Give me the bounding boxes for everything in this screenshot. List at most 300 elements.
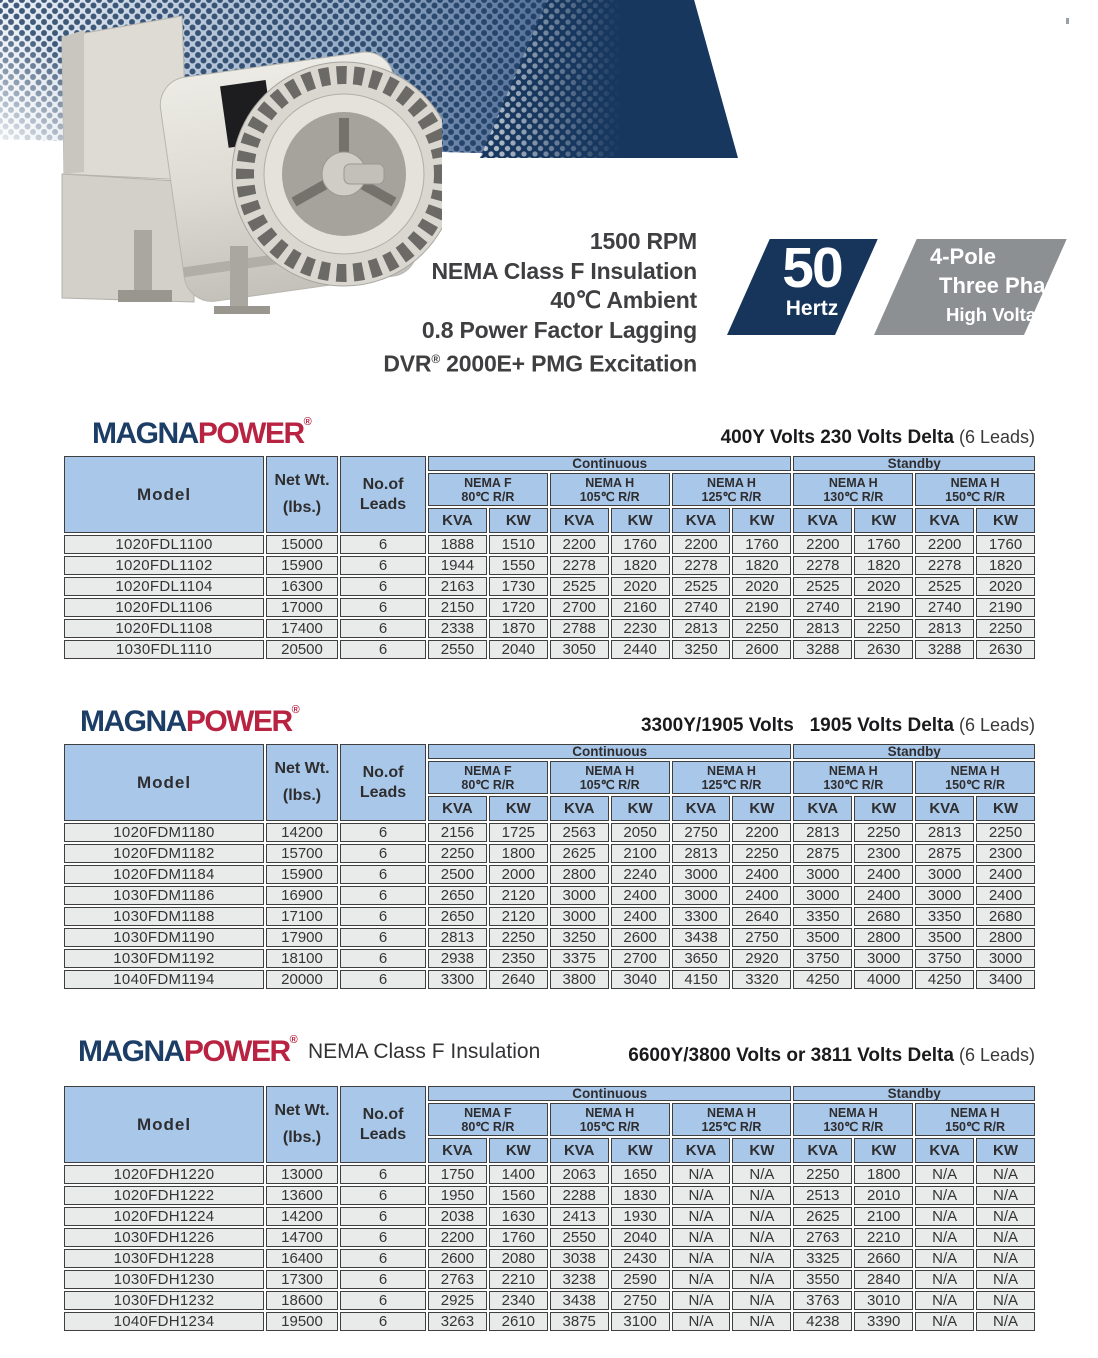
net-wt-cell: 19500 [266, 1312, 338, 1331]
table-row [64, 823, 1035, 842]
table-header-row [62, 1026, 1037, 1084]
rating-value-cell: 1820 [732, 556, 791, 575]
rating-value-cell: 2640 [732, 907, 791, 926]
leads-cell: 6 [340, 598, 426, 617]
rating-value-cell: 3238 [550, 1270, 609, 1289]
rating-value-cell: 1830 [611, 1186, 670, 1205]
table-row [64, 1207, 1035, 1226]
rating-value-cell: 3500 [793, 928, 852, 947]
model-cell: 1020FDH1220 [64, 1165, 264, 1184]
table-block-6600y [62, 1026, 1037, 1333]
rating-value-cell: 3390 [854, 1312, 913, 1331]
net-wt-cell: 14200 [266, 823, 338, 842]
col-header-kva: KVA [550, 1138, 609, 1163]
net-wt-cell: 13600 [266, 1186, 338, 1205]
rating-value-cell: 1720 [489, 598, 548, 617]
rating-value-cell: 2230 [611, 619, 670, 638]
rating-value-cell: 2250 [854, 823, 913, 842]
table-block-3300y [62, 698, 1037, 991]
rating-value-cell: 2340 [489, 1291, 548, 1310]
rating-value-cell: 4238 [793, 1312, 852, 1331]
leads-note: (6 Leads) [953, 427, 1035, 447]
col-header-kw: KW [976, 1138, 1035, 1163]
col-header-kw: KW [854, 796, 913, 821]
table-row [64, 1312, 1035, 1331]
col-header-kw: KW [854, 508, 913, 533]
rating-value-cell: 2413 [550, 1207, 609, 1226]
rating-value-cell: 3400 [976, 970, 1035, 989]
col-header-model: Model [64, 744, 264, 821]
table-row [64, 1186, 1035, 1205]
rating-value-cell: N/A [915, 1186, 974, 1205]
col-header-kw: KW [732, 1138, 791, 1163]
col-header-nema: NEMA H 150℃ R/R [915, 1103, 1035, 1136]
rating-value-cell: 2163 [428, 577, 487, 596]
rating-value-cell: 1760 [611, 535, 670, 554]
rating-value-cell: 2040 [489, 640, 548, 659]
rating-value-cell: 3000 [915, 865, 974, 884]
rating-value-cell: 2200 [550, 535, 609, 554]
col-header-kva: KVA [428, 508, 487, 533]
table-row [64, 535, 1035, 554]
rating-value-cell: 2200 [915, 535, 974, 554]
pole-line: Three Phase [939, 273, 1070, 298]
rating-value-cell: 2525 [793, 577, 852, 596]
rating-value-cell: 3375 [550, 949, 609, 968]
col-header-kva: KVA [793, 796, 852, 821]
rating-value-cell: 2600 [732, 640, 791, 659]
rating-value-cell: N/A [915, 1228, 974, 1247]
rating-value-cell: 2350 [489, 949, 548, 968]
rating-value-cell: 2400 [854, 865, 913, 884]
rating-value-cell: 2020 [611, 577, 670, 596]
rating-value-cell: 2100 [611, 844, 670, 863]
rating-value-cell: 2400 [611, 886, 670, 905]
rating-value-cell: 3763 [793, 1291, 852, 1310]
pole-line: 4-Pole [930, 244, 997, 269]
rating-value-cell: 2938 [428, 949, 487, 968]
rating-value-cell: N/A [732, 1207, 791, 1226]
registered-mark: ® [291, 704, 300, 716]
rating-value-cell: 2740 [915, 598, 974, 617]
magnapower-logo [80, 695, 300, 737]
rating-value-cell: 3000 [672, 865, 731, 884]
col-header-kva: KVA [793, 1138, 852, 1163]
net-wt-cell: 15700 [266, 844, 338, 863]
rating-value-cell: 1820 [611, 556, 670, 575]
col-header-continuous: Continuous [428, 744, 791, 759]
col-header-nema: NEMA H 105℃ R/R [550, 1103, 670, 1136]
net-wt-cell: 15900 [266, 556, 338, 575]
net-wt-cell: 15000 [266, 535, 338, 554]
pole-badge [900, 243, 1070, 328]
rating-value-cell: 2525 [550, 577, 609, 596]
col-header-nema: NEMA H 105℃ R/R [550, 473, 670, 506]
col-header-leads: No.of Leads [340, 1086, 426, 1163]
leads-cell: 6 [340, 1312, 426, 1331]
rating-value-cell: 2650 [428, 886, 487, 905]
rating-value-cell: 3300 [428, 970, 487, 989]
rating-value-cell: 3288 [793, 640, 852, 659]
model-cell: 1030FDH1230 [64, 1270, 264, 1289]
col-header-kw: KW [732, 796, 791, 821]
table-header-row [62, 698, 1037, 742]
leads-cell: 6 [340, 886, 426, 905]
model-cell: 1030FDH1228 [64, 1249, 264, 1268]
rating-value-cell: N/A [672, 1249, 731, 1268]
rating-value-cell: 2250 [732, 619, 791, 638]
spec-table-body [64, 535, 1035, 659]
rating-value-cell: 2813 [793, 823, 852, 842]
rating-value-cell: 2550 [550, 1228, 609, 1247]
registered-mark: ® [431, 352, 440, 366]
table-row [64, 844, 1035, 863]
col-header-leads: No.of Leads [340, 456, 426, 533]
rating-value-cell: 3438 [550, 1291, 609, 1310]
table-row [64, 907, 1035, 926]
spec-table [62, 742, 1037, 991]
rating-value-cell: 2763 [428, 1270, 487, 1289]
rating-value-cell: 1730 [489, 577, 548, 596]
pre-title: NEMA Class F Insulation [308, 1040, 541, 1063]
rating-value-cell: 3300 [672, 907, 731, 926]
leads-cell: 6 [340, 907, 426, 926]
spec-line-dvr: DVR® 2000E+ PMG Excitation [383, 350, 697, 377]
model-cell: 1020FDM1182 [64, 844, 264, 863]
table-row [64, 598, 1035, 617]
rating-value-cell: N/A [915, 1249, 974, 1268]
rating-value-cell: 1888 [428, 535, 487, 554]
registered-mark: ® [289, 1034, 298, 1046]
logo-power: POWER [183, 1035, 290, 1068]
leads-cell: 6 [340, 556, 426, 575]
leads-cell: 6 [340, 1249, 426, 1268]
rating-value-cell: 2200 [428, 1228, 487, 1247]
rating-value-cell: 1760 [489, 1228, 548, 1247]
rating-value-cell: 3320 [732, 970, 791, 989]
rating-value-cell: N/A [732, 1291, 791, 1310]
logo-magna: MAGNA [92, 417, 198, 450]
rating-value-cell: N/A [732, 1270, 791, 1289]
col-header-nema: NEMA F 80℃ R/R [428, 1103, 548, 1136]
spec-line: 0.8 Power Factor Lagging [421, 316, 697, 343]
rating-value-cell: 2813 [915, 619, 974, 638]
col-header-net-wt: Net Wt. (lbs.) [266, 456, 338, 533]
rating-value-cell: 2338 [428, 619, 487, 638]
col-header-model: Model [64, 1086, 264, 1163]
rating-value-cell: N/A [976, 1186, 1035, 1205]
rating-value-cell: 2800 [976, 928, 1035, 947]
spec-table-body [64, 823, 1035, 989]
leads-cell: 6 [340, 1270, 426, 1289]
col-header-nema: NEMA F 80℃ R/R [428, 473, 548, 506]
rating-value-cell: 2063 [550, 1165, 609, 1184]
rating-value-cell: 2200 [793, 535, 852, 554]
rating-value-cell: N/A [732, 1228, 791, 1247]
model-cell: 1030FDH1232 [64, 1291, 264, 1310]
rating-value-cell: 1820 [854, 556, 913, 575]
net-wt-cell: 17300 [266, 1270, 338, 1289]
table-row [64, 949, 1035, 968]
net-wt-cell: 20000 [266, 970, 338, 989]
rating-value-cell: N/A [976, 1291, 1035, 1310]
rating-value-cell: 2120 [489, 886, 548, 905]
rating-value-cell: 2680 [854, 907, 913, 926]
rating-value-cell: 3100 [611, 1312, 670, 1331]
registered-mark: ® [303, 416, 312, 428]
rating-value-cell: N/A [672, 1186, 731, 1205]
hertz-value: 50 [782, 236, 842, 300]
rating-value-cell: 3250 [550, 928, 609, 947]
rating-value-cell: 2210 [854, 1228, 913, 1247]
rating-value-cell: 2100 [854, 1207, 913, 1226]
leads-note: (6 Leads) [953, 715, 1035, 735]
rating-value-cell: 1870 [489, 619, 548, 638]
net-wt-cell: 13000 [266, 1165, 338, 1184]
col-header-nema: NEMA H 105℃ R/R [550, 761, 670, 794]
net-wt-cell: 17900 [266, 928, 338, 947]
rating-value-cell: 2813 [915, 823, 974, 842]
net-wt-cell: 14200 [266, 1207, 338, 1226]
table-row [64, 1291, 1035, 1310]
model-cell: 1020FDH1222 [64, 1186, 264, 1205]
col-header-kw: KW [976, 796, 1035, 821]
rating-value-cell: N/A [976, 1312, 1035, 1331]
rating-value-cell: 2750 [672, 823, 731, 842]
spec-line: NEMA Class F Insulation [431, 257, 697, 284]
rating-value-cell: 2020 [976, 577, 1035, 596]
rating-value-cell: 2513 [793, 1186, 852, 1205]
col-header-nema: NEMA H 125℃ R/R [672, 473, 792, 506]
rating-value-cell: 2000 [489, 865, 548, 884]
rating-value-cell: 2038 [428, 1207, 487, 1226]
rating-value-cell: 2156 [428, 823, 487, 842]
col-header-nema: NEMA H 150℃ R/R [915, 761, 1035, 794]
rating-value-cell: 2010 [854, 1186, 913, 1205]
table-row [64, 556, 1035, 575]
rating-value-cell: N/A [915, 1270, 974, 1289]
col-header-net-wt: Net Wt. (lbs.) [266, 744, 338, 821]
rating-value-cell: 2250 [793, 1165, 852, 1184]
rating-value-cell: N/A [672, 1312, 731, 1331]
leads-cell: 6 [340, 619, 426, 638]
rating-value-cell: 3288 [915, 640, 974, 659]
rating-value-cell: 4250 [793, 970, 852, 989]
rating-value-cell: 2050 [611, 823, 670, 842]
rating-value-cell: 2120 [489, 907, 548, 926]
rating-value-cell: 1630 [489, 1207, 548, 1226]
rating-value-cell: N/A [732, 1186, 791, 1205]
col-header-standby: Standby [793, 744, 1035, 759]
net-wt-cell: 17000 [266, 598, 338, 617]
rating-value-cell: 1760 [854, 535, 913, 554]
col-header-nema: NEMA H 125℃ R/R [672, 761, 792, 794]
rating-value-cell: 2500 [428, 865, 487, 884]
rating-value-cell: 2440 [611, 640, 670, 659]
rating-value-cell: 1650 [611, 1165, 670, 1184]
rating-value-cell: 3000 [793, 886, 852, 905]
net-wt-cell: 18600 [266, 1291, 338, 1310]
table-row [64, 619, 1035, 638]
rating-value-cell: N/A [732, 1165, 791, 1184]
rating-value-cell: 2525 [672, 577, 731, 596]
model-cell: 1020FDL1100 [64, 535, 264, 554]
rating-value-cell: 1800 [854, 1165, 913, 1184]
rating-value-cell: 4250 [915, 970, 974, 989]
spec-table-body [64, 1165, 1035, 1331]
rating-value-cell: 4150 [672, 970, 731, 989]
leads-cell: 6 [340, 970, 426, 989]
rating-value-cell: N/A [672, 1165, 731, 1184]
rating-value-cell: N/A [732, 1312, 791, 1331]
rating-value-cell: 2875 [915, 844, 974, 863]
net-wt-cell: 16900 [266, 886, 338, 905]
model-cell: 1030FDM1190 [64, 928, 264, 947]
logo-magna: MAGNA [78, 1035, 184, 1068]
col-header-kva: KVA [550, 796, 609, 821]
rating-value-cell: 2813 [672, 844, 731, 863]
rating-value-cell: 2278 [793, 556, 852, 575]
rating-value-cell: 2813 [672, 619, 731, 638]
pole-line: High Voltage [946, 304, 1058, 325]
rating-value-cell: 2300 [976, 844, 1035, 863]
leads-cell: 6 [340, 640, 426, 659]
rating-value-cell: 3550 [793, 1270, 852, 1289]
table-row [64, 1165, 1035, 1184]
rating-value-cell: 2020 [732, 577, 791, 596]
spec-line: 1500 RPM [589, 228, 697, 254]
col-header-kva: KVA [915, 508, 974, 533]
rating-value-cell: 3750 [793, 949, 852, 968]
spec-line: 40℃ Ambient [550, 287, 697, 313]
hertz-unit: Hertz [785, 297, 839, 320]
net-wt-cell: 17100 [266, 907, 338, 926]
rating-value-cell: 2740 [793, 598, 852, 617]
spec-table-head [64, 1086, 1035, 1163]
rating-value-cell: 2160 [611, 598, 670, 617]
rating-value-cell: 2040 [611, 1228, 670, 1247]
rating-value-cell: 2288 [550, 1186, 609, 1205]
rating-value-cell: 2550 [428, 640, 487, 659]
rating-value-cell: 2278 [550, 556, 609, 575]
rating-value-cell: 2920 [732, 949, 791, 968]
col-header-standby: Standby [793, 456, 1035, 471]
rating-value-cell: 1820 [976, 556, 1035, 575]
rating-value-cell: 2400 [732, 886, 791, 905]
table-row [64, 886, 1035, 905]
rating-value-cell: 3000 [672, 886, 731, 905]
rating-value-cell: 1400 [489, 1165, 548, 1184]
model-cell: 1030FDH1226 [64, 1228, 264, 1247]
net-wt-cell: 17400 [266, 619, 338, 638]
col-header-kw: KW [489, 508, 548, 533]
rating-value-cell: 2190 [976, 598, 1035, 617]
rating-value-cell: 2190 [854, 598, 913, 617]
model-cell: 1030FDL1110 [64, 640, 264, 659]
rating-value-cell: 2813 [428, 928, 487, 947]
model-cell: 1030FDM1186 [64, 886, 264, 905]
table-row [64, 1270, 1035, 1289]
rating-value-cell: 2840 [854, 1270, 913, 1289]
rating-value-cell: 2630 [976, 640, 1035, 659]
rating-value-cell: 2250 [854, 619, 913, 638]
rating-value-cell: 1560 [489, 1186, 548, 1205]
rating-value-cell: 2750 [611, 1291, 670, 1310]
rating-value-cell: 2875 [793, 844, 852, 863]
model-cell: 1040FDH1234 [64, 1312, 264, 1331]
model-cell: 1020FDL1108 [64, 619, 264, 638]
table-row [64, 928, 1035, 947]
magnapower-logo [92, 407, 312, 449]
rating-value-cell: 3350 [915, 907, 974, 926]
table-row [64, 1249, 1035, 1268]
col-header-kva: KVA [428, 1138, 487, 1163]
print-artifact [1066, 18, 1069, 24]
rating-value-cell: 2630 [854, 640, 913, 659]
col-header-standby: Standby [793, 1086, 1035, 1101]
rating-value-cell: 3010 [854, 1291, 913, 1310]
rating-value-cell: 2813 [793, 619, 852, 638]
net-wt-cell: 20500 [266, 640, 338, 659]
rating-value-cell: 3000 [976, 949, 1035, 968]
leads-cell: 6 [340, 844, 426, 863]
col-header-continuous: Continuous [428, 1086, 791, 1101]
rating-value-cell: 3263 [428, 1312, 487, 1331]
rating-value-cell: 1750 [428, 1165, 487, 1184]
rating-value-cell: 2400 [732, 865, 791, 884]
rating-value-cell: 1510 [489, 535, 548, 554]
table-header-row [62, 408, 1037, 454]
rating-value-cell: 1725 [489, 823, 548, 842]
rating-value-cell: 2300 [854, 844, 913, 863]
col-header-kva: KVA [550, 508, 609, 533]
magnapower-logo [78, 1025, 298, 1067]
rating-value-cell: N/A [976, 1165, 1035, 1184]
net-wt-cell: 16300 [266, 577, 338, 596]
col-header-kw: KW [611, 508, 670, 533]
leads-cell: 6 [340, 949, 426, 968]
net-wt-cell: 15900 [266, 865, 338, 884]
rating-value-cell: 2763 [793, 1228, 852, 1247]
rating-value-cell: 2190 [732, 598, 791, 617]
rating-value-cell: 2700 [550, 598, 609, 617]
col-header-kw: KW [611, 1138, 670, 1163]
rating-value-cell: N/A [976, 1207, 1035, 1226]
rating-value-cell: 1944 [428, 556, 487, 575]
rating-value-cell: 2200 [732, 823, 791, 842]
col-header-model: Model [64, 456, 264, 533]
rating-value-cell: 2400 [611, 907, 670, 926]
col-header-nema: NEMA H 130℃ R/R [793, 1103, 913, 1136]
col-header-kva: KVA [915, 796, 974, 821]
rating-value-cell: 2925 [428, 1291, 487, 1310]
rating-value-cell: 2250 [489, 928, 548, 947]
spec-table-head [64, 744, 1035, 821]
rating-value-cell: 2278 [672, 556, 731, 575]
voltage-title: 6600Y/3800 Volts or 3811 Volts Delta (6 Leads) [628, 1045, 1035, 1066]
leads-cell: 6 [340, 865, 426, 884]
col-header-kw: KW [732, 508, 791, 533]
rating-value-cell: 3038 [550, 1249, 609, 1268]
net-wt-cell: 14700 [266, 1228, 338, 1247]
rating-value-cell: 2740 [672, 598, 731, 617]
col-header-kw: KW [489, 796, 548, 821]
rating-value-cell: 2800 [854, 928, 913, 947]
rating-value-cell: 2150 [428, 598, 487, 617]
model-cell: 1040FDM1194 [64, 970, 264, 989]
rating-value-cell: 3750 [915, 949, 974, 968]
rating-value-cell: 3875 [550, 1312, 609, 1331]
